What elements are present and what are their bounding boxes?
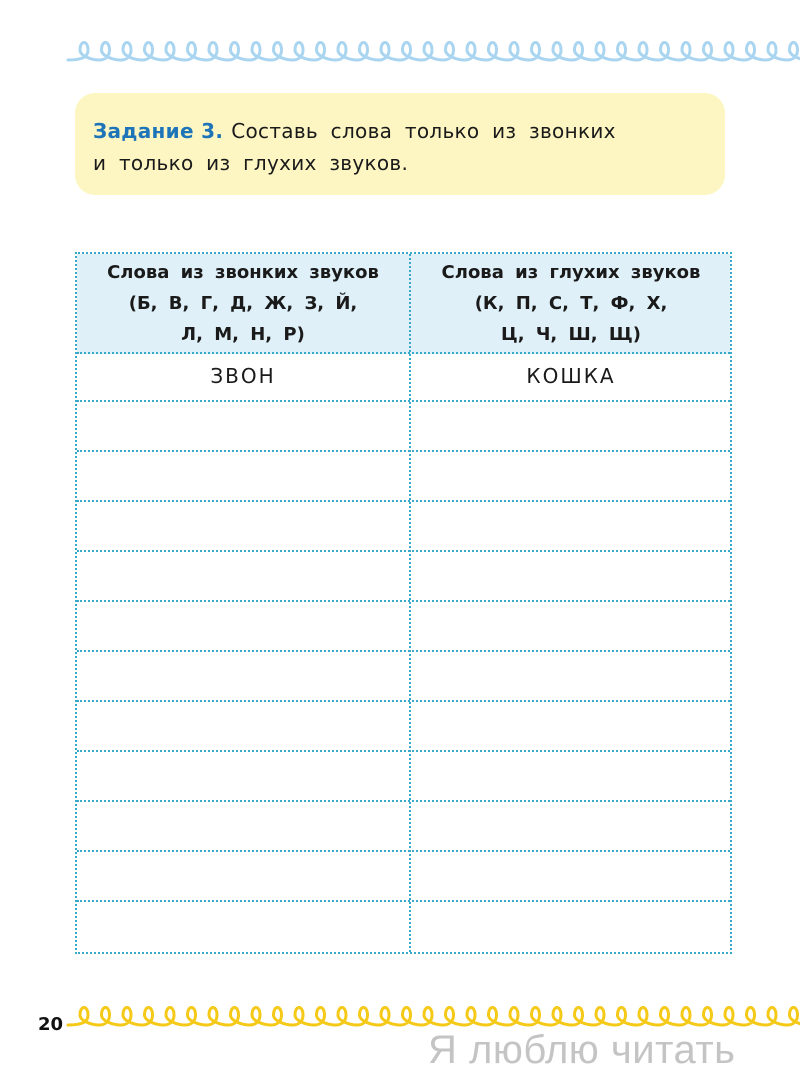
cell-voiced-word[interactable]	[77, 502, 409, 550]
table-row	[77, 702, 730, 752]
cell-voiced-word[interactable]	[77, 802, 409, 850]
cell-voiceless-word[interactable]	[411, 652, 731, 700]
table-row	[77, 602, 730, 652]
cell-voiceless-word[interactable]	[411, 452, 731, 500]
cell-voiceless-word[interactable]	[411, 752, 731, 800]
cell-voiced-word[interactable]	[77, 452, 409, 500]
table-row	[77, 502, 730, 552]
watermark: Я люблю читать	[428, 1028, 736, 1072]
header-voiced-line-1: Слова из звонких звуков	[107, 261, 379, 283]
words-table	[75, 252, 732, 954]
page-number: 20	[38, 1014, 64, 1035]
task-label: Задание 3.	[93, 119, 224, 143]
cell-voiceless-word[interactable]	[411, 502, 731, 550]
column-divider	[409, 254, 411, 952]
cell-voiced-word[interactable]	[77, 402, 409, 450]
cell-voiceless-word[interactable]	[411, 552, 731, 600]
cell-voiced-word[interactable]	[77, 852, 409, 900]
table-row	[77, 752, 730, 802]
header-voiced-line-3: Л, М, Н, Р)	[181, 323, 305, 345]
header-voiceless-line-1: Слова из глухих звуков	[441, 261, 701, 283]
cell-voiceless-word[interactable]: КОШКА	[526, 364, 616, 388]
task-text-line-2: и только из глухих звуков.	[93, 151, 409, 175]
table-row	[77, 552, 730, 602]
cell-voiced-word[interactable]	[77, 702, 409, 750]
table-row	[77, 852, 730, 902]
cell-voiceless-word[interactable]	[411, 602, 731, 650]
table-row	[77, 352, 730, 402]
cell-voiced-word[interactable]	[77, 552, 409, 600]
loop-line	[68, 1008, 800, 1026]
task-text-line-1: Составь слова только из звонких	[231, 119, 616, 143]
table-header	[77, 254, 730, 354]
table-row	[77, 452, 730, 502]
table-row	[77, 902, 730, 952]
cell-voiced-word[interactable]	[77, 752, 409, 800]
task-line-1	[93, 115, 707, 147]
header-voiceless-line-3: Ц, Ч, Ш, Щ)	[501, 323, 641, 345]
table-row	[77, 802, 730, 852]
table-row	[77, 652, 730, 702]
top-wavy-border	[0, 30, 800, 70]
cell-voiceless-word[interactable]	[411, 802, 731, 850]
header-voiceless-line-2: (К, П, С, Т, Ф, Х,	[474, 292, 668, 314]
cell-voiceless-word[interactable]	[411, 702, 731, 750]
cell-voiceless-word[interactable]	[411, 402, 731, 450]
header-voiceless	[411, 254, 731, 352]
header-voiced-line-2: (Б, В, Г, Д, Ж, З, Й,	[128, 292, 358, 314]
header-voiced	[77, 254, 409, 352]
table-row	[77, 402, 730, 452]
cell-voiced-word[interactable]	[77, 652, 409, 700]
cell-voiceless-word[interactable]	[411, 902, 731, 950]
cell-voiceless-word[interactable]	[411, 852, 731, 900]
loop-line	[68, 43, 800, 61]
task-box	[75, 93, 725, 195]
cell-voiced-word[interactable]: ЗВОН	[210, 364, 276, 388]
cell-voiced-word[interactable]	[77, 602, 409, 650]
cell-voiced-word[interactable]	[77, 902, 409, 950]
